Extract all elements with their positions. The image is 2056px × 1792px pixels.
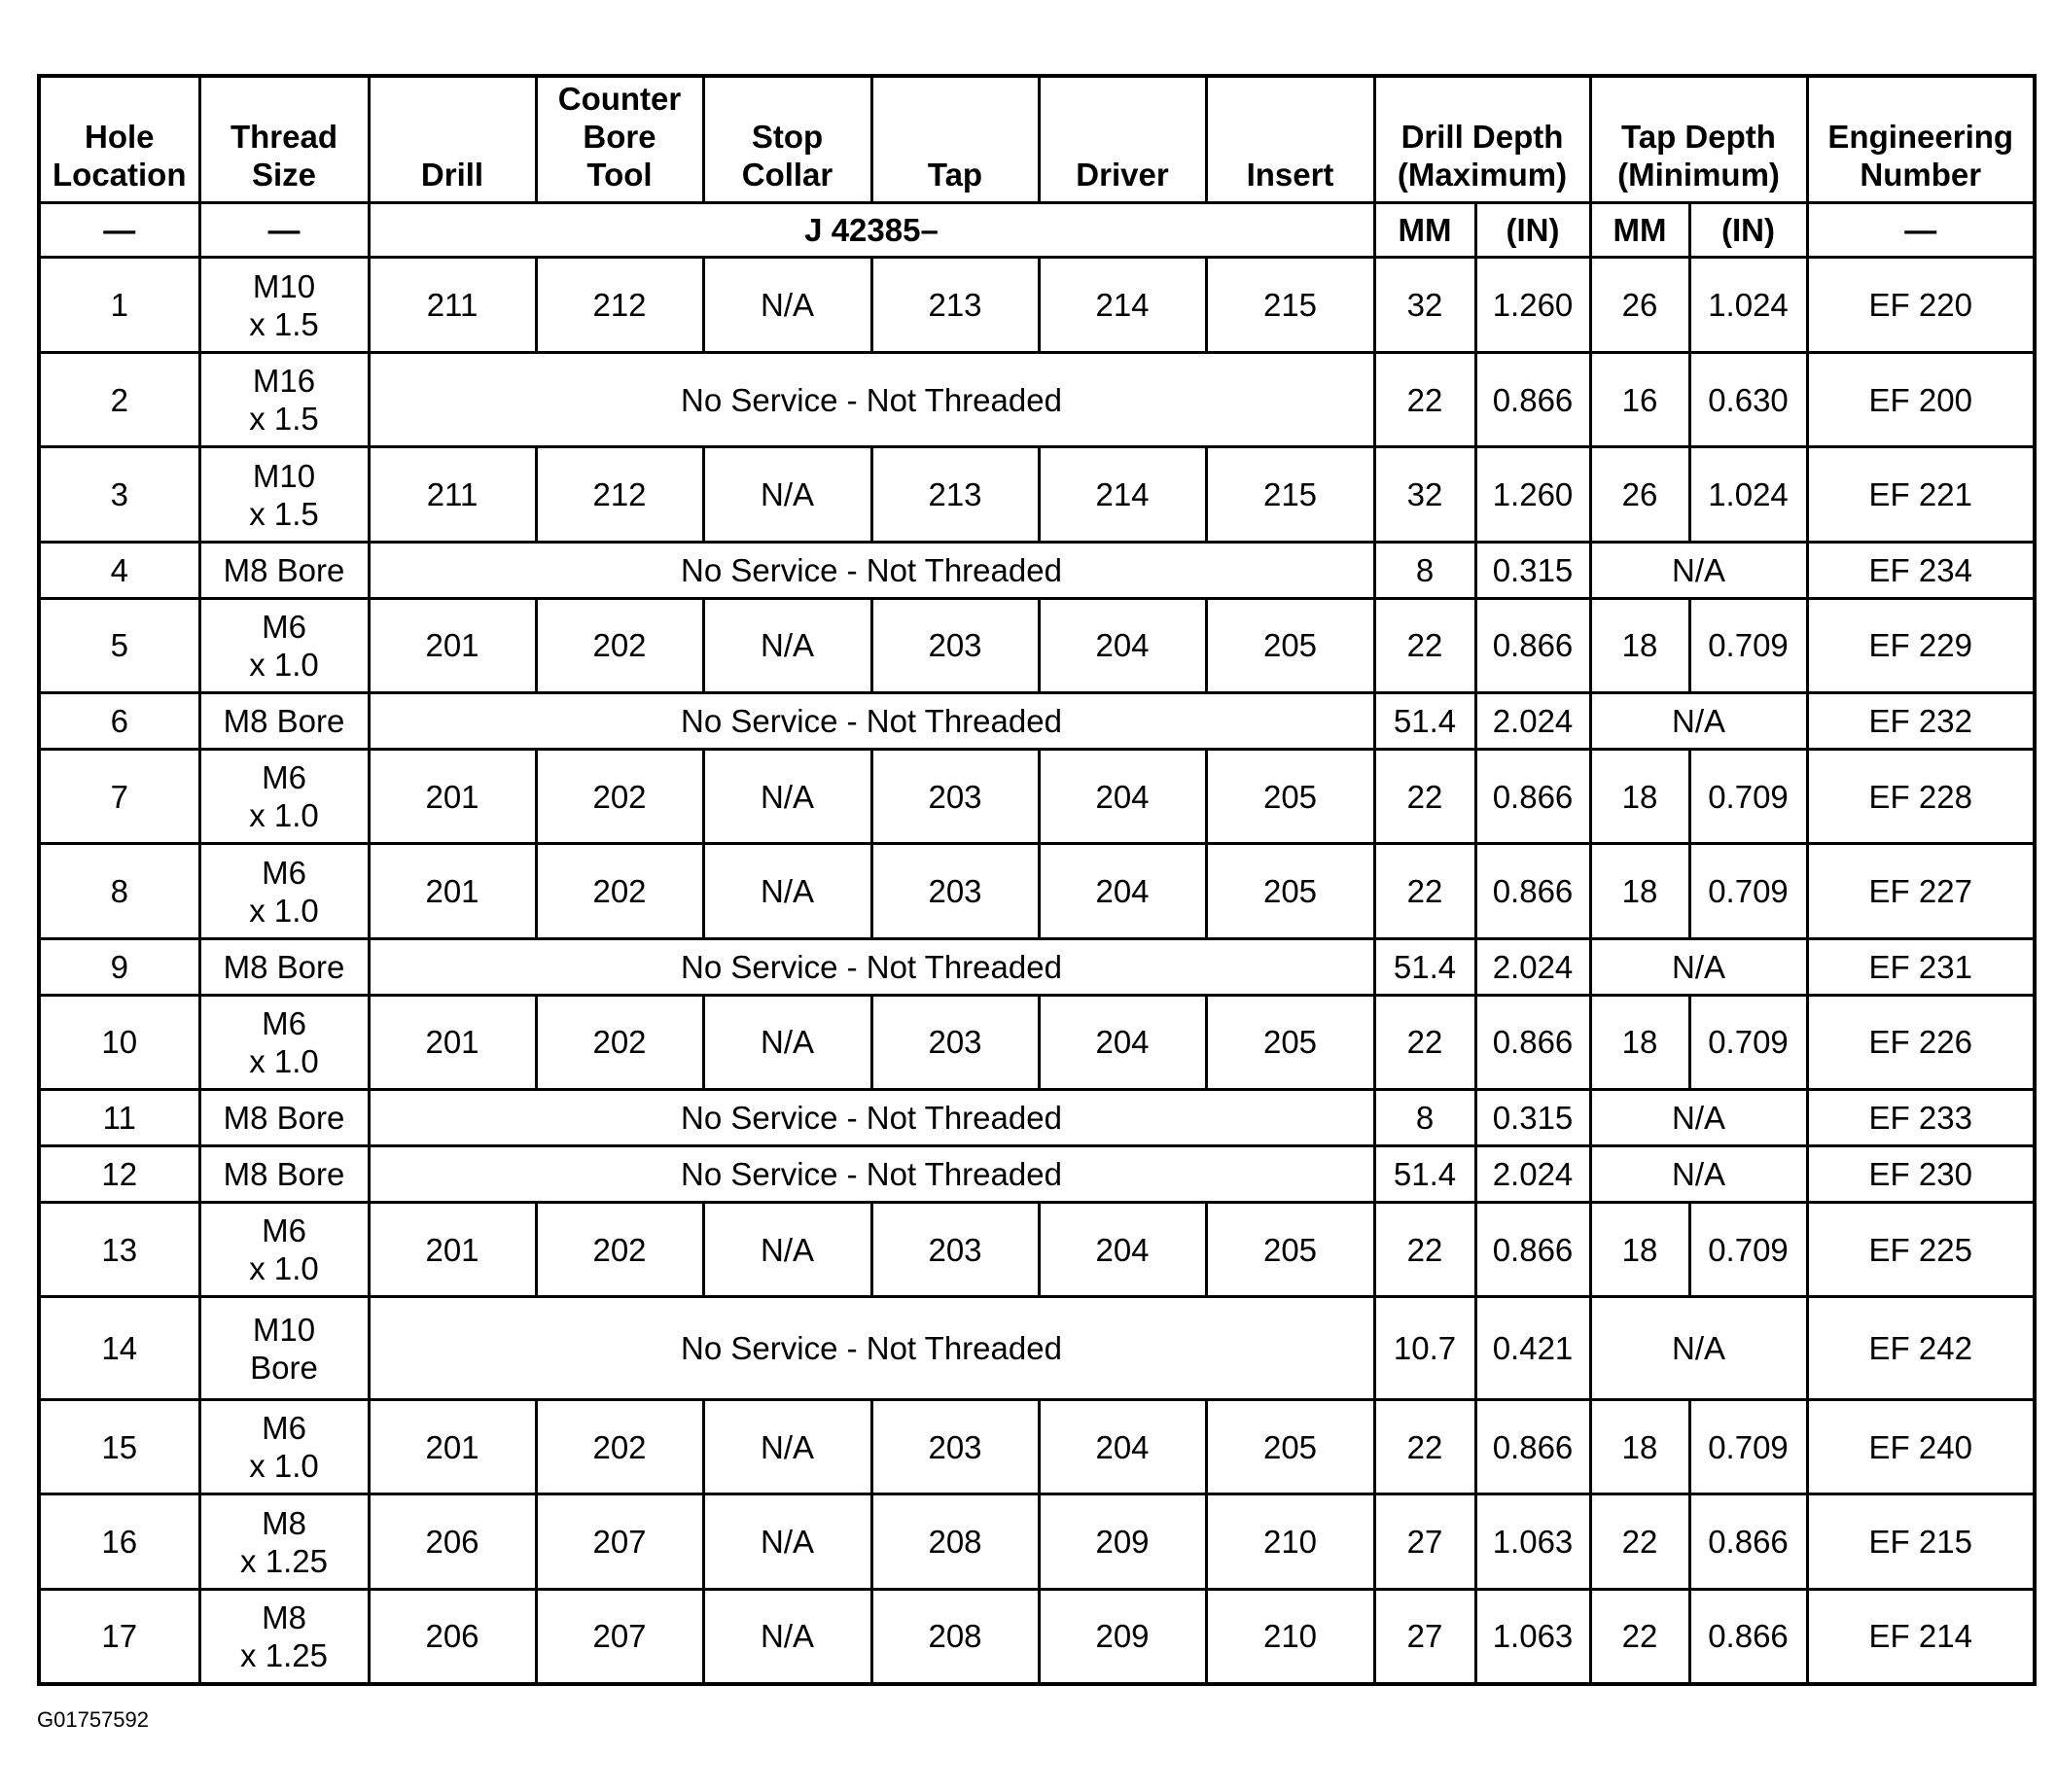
cell-drill: 211 [369,447,536,542]
cell-drill-depth-mm: 51.4 [1374,938,1475,995]
cell-thread-size: M8 Bore [199,693,369,750]
cell-engineering-number: EF 240 [1807,1399,2035,1493]
cell-tap-depth-mm: 18 [1590,598,1689,692]
col-counter-bore-tool: Counter Bore Tool [536,76,703,202]
cell-drill: 201 [369,1399,536,1493]
cell-driver: 209 [1039,1494,1206,1589]
cell-driver: 204 [1039,844,1206,938]
cell-hole-location: 4 [39,542,199,598]
cell-tap-depth-mm: 16 [1590,352,1689,446]
cell-no-service-note: No Service - Not Threaded [369,693,1374,750]
col-driver: Driver [1039,76,1206,202]
cell-drill: 201 [369,598,536,692]
col-tap: Tap [871,76,1039,202]
cell-counter-bore-tool: 212 [536,258,703,352]
cell-drill-depth-in: 0.866 [1475,749,1590,843]
cell-tap-depth-mm: 18 [1590,1202,1689,1296]
col-engineering-number: Engineering Number [1807,76,2035,202]
cell-drill-depth-in: 0.866 [1475,1202,1590,1296]
cell-tap-depth-mm: 18 [1590,844,1689,938]
cell-no-service-note: No Service - Not Threaded [369,1146,1374,1203]
sub-tool-prefix: J 42385– [369,202,1374,258]
cell-insert: 210 [1206,1589,1374,1684]
cell-insert: 205 [1206,995,1374,1089]
cell-drill: 206 [369,1494,536,1589]
cell-no-service-note: No Service - Not Threaded [369,352,1374,446]
cell-drill-depth-mm: 8 [1374,542,1475,598]
cell-drill-depth-mm: 10.7 [1374,1297,1475,1400]
cell-hole-location: 7 [39,749,199,843]
sub-eng: — [1807,202,2035,258]
cell-drill-depth-in: 1.260 [1475,447,1590,542]
cell-hole-location: 6 [39,693,199,750]
cell-stop-collar: N/A [703,1589,871,1684]
cell-thread-size: M10 x 1.5 [199,258,369,352]
cell-engineering-number: EF 234 [1807,542,2035,598]
cell-tap: 203 [871,598,1039,692]
cell-drill-depth-in: 0.866 [1475,844,1590,938]
cell-stop-collar: N/A [703,1399,871,1493]
table-row [39,352,2035,446]
cell-hole-location: 17 [39,1589,199,1684]
cell-insert: 205 [1206,1399,1374,1493]
cell-tap-depth-na: N/A [1590,938,1807,995]
cell-engineering-number: EF 214 [1807,1589,2035,1684]
table-row [39,995,2035,1089]
cell-counter-bore-tool: 202 [536,995,703,1089]
table-row [39,258,2035,352]
cell-counter-bore-tool: 207 [536,1494,703,1589]
cell-thread-size: M6 x 1.0 [199,1202,369,1296]
cell-drill-depth-mm: 27 [1374,1494,1475,1589]
cell-drill-depth-mm: 51.4 [1374,693,1475,750]
cell-tap-depth-mm: 18 [1590,749,1689,843]
cell-hole-location: 9 [39,938,199,995]
cell-tap-depth-mm: 18 [1590,1399,1689,1493]
cell-drill: 211 [369,258,536,352]
cell-tap-depth-na: N/A [1590,1146,1807,1203]
cell-engineering-number: EF 228 [1807,749,2035,843]
cell-counter-bore-tool: 202 [536,844,703,938]
cell-hole-location: 2 [39,352,199,446]
cell-thread-size: M8 Bore [199,938,369,995]
col-thread-size: Thread Size [199,76,369,202]
table-row [39,844,2035,938]
cell-engineering-number: EF 229 [1807,598,2035,692]
col-insert: Insert [1206,76,1374,202]
cell-thread-size: M6 x 1.0 [199,844,369,938]
cell-tap-depth-in: 0.866 [1689,1494,1807,1589]
cell-thread-size: M8 Bore [199,542,369,598]
cell-driver: 204 [1039,1202,1206,1296]
table-row [39,1297,2035,1400]
cell-tap-depth-mm: 26 [1590,258,1689,352]
cell-thread-size: M8 Bore [199,1146,369,1203]
col-hole-location: Hole Location [39,76,199,202]
cell-no-service-note: No Service - Not Threaded [369,1297,1374,1400]
cell-tap: 208 [871,1589,1039,1684]
cell-stop-collar: N/A [703,1494,871,1589]
cell-counter-bore-tool: 202 [536,1399,703,1493]
cell-tap-depth-in: 0.709 [1689,1399,1807,1493]
table-body [39,202,2035,1684]
cell-tap: 213 [871,447,1039,542]
cell-tap-depth-na: N/A [1590,1297,1807,1400]
cell-insert: 210 [1206,1494,1374,1589]
cell-engineering-number: EF 232 [1807,693,2035,750]
cell-no-service-note: No Service - Not Threaded [369,542,1374,598]
cell-tap-depth-in: 0.866 [1689,1589,1807,1684]
cell-thread-size: M8 x 1.25 [199,1589,369,1684]
cell-driver: 209 [1039,1589,1206,1684]
cell-driver: 214 [1039,258,1206,352]
table-row [39,1589,2035,1684]
cell-drill-depth-in: 0.866 [1475,995,1590,1089]
cell-engineering-number: EF 242 [1807,1297,2035,1400]
cell-engineering-number: EF 200 [1807,352,2035,446]
cell-drill-depth-mm: 32 [1374,258,1475,352]
sub-tap-in: (IN) [1689,202,1807,258]
cell-drill-depth-mm: 8 [1374,1090,1475,1146]
cell-insert: 205 [1206,1202,1374,1296]
cell-insert: 215 [1206,447,1374,542]
cell-drill: 201 [369,844,536,938]
cell-tap-depth-mm: 26 [1590,447,1689,542]
cell-tap-depth-na: N/A [1590,693,1807,750]
cell-tap-depth-in: 0.709 [1689,844,1807,938]
cell-tap: 203 [871,1202,1039,1296]
cell-thread-size: M6 x 1.0 [199,995,369,1089]
col-drill-depth: Drill Depth (Maximum) [1374,76,1590,202]
cell-drill-depth-in: 1.260 [1475,258,1590,352]
cell-hole-location: 16 [39,1494,199,1589]
cell-tap-depth-mm: 22 [1590,1589,1689,1684]
table-row [39,749,2035,843]
cell-stop-collar: N/A [703,844,871,938]
figure-id: G01757592 [37,1707,149,1732]
cell-hole-location: 3 [39,447,199,542]
cell-engineering-number: EF 225 [1807,1202,2035,1296]
table-row [39,447,2035,542]
table-row [39,542,2035,598]
cell-tap: 203 [871,749,1039,843]
cell-engineering-number: EF 233 [1807,1090,2035,1146]
cell-thread-size: M10 Bore [199,1297,369,1400]
cell-drill-depth-in: 2.024 [1475,693,1590,750]
cell-hole-location: 8 [39,844,199,938]
col-drill: Drill [369,76,536,202]
cell-drill-depth-mm: 22 [1374,749,1475,843]
cell-tap-depth-in: 0.630 [1689,352,1807,446]
cell-insert: 215 [1206,258,1374,352]
cell-counter-bore-tool: 202 [536,1202,703,1296]
cell-engineering-number: EF 226 [1807,995,2035,1089]
cell-tap-depth-in: 0.709 [1689,749,1807,843]
cell-insert: 205 [1206,749,1374,843]
sub-tap-mm: MM [1590,202,1689,258]
cell-stop-collar: N/A [703,447,871,542]
cell-hole-location: 12 [39,1146,199,1203]
cell-tap-depth-na: N/A [1590,542,1807,598]
cell-no-service-note: No Service - Not Threaded [369,1090,1374,1146]
cell-counter-bore-tool: 202 [536,749,703,843]
cell-drill-depth-in: 2.024 [1475,938,1590,995]
table-row [39,1494,2035,1589]
cell-tap-depth-mm: 18 [1590,995,1689,1089]
cell-tap-depth-in: 0.709 [1689,1202,1807,1296]
col-stop-collar: Stop Collar [703,76,871,202]
cell-tap-depth-in: 1.024 [1689,447,1807,542]
cell-tap: 203 [871,1399,1039,1493]
cell-hole-location: 15 [39,1399,199,1493]
subheader-row [39,202,2035,258]
table-row [39,1090,2035,1146]
cell-stop-collar: N/A [703,598,871,692]
cell-driver: 204 [1039,749,1206,843]
cell-no-service-note: No Service - Not Threaded [369,938,1374,995]
cell-drill: 201 [369,749,536,843]
header-row [39,76,2035,202]
cell-stop-collar: N/A [703,258,871,352]
cell-drill-depth-mm: 22 [1374,844,1475,938]
cell-drill-depth-in: 0.421 [1475,1297,1590,1400]
cell-drill-depth-in: 0.866 [1475,352,1590,446]
cell-tap-depth-in: 0.709 [1689,598,1807,692]
cell-hole-location: 10 [39,995,199,1089]
cell-hole-location: 1 [39,258,199,352]
cell-counter-bore-tool: 212 [536,447,703,542]
cell-engineering-number: EF 215 [1807,1494,2035,1589]
cell-drill: 201 [369,995,536,1089]
cell-insert: 205 [1206,844,1374,938]
cell-driver: 204 [1039,1399,1206,1493]
cell-tap: 203 [871,844,1039,938]
sub-thread: — [199,202,369,258]
sub-drill-mm: MM [1374,202,1475,258]
sub-drill-in: (IN) [1475,202,1590,258]
cell-engineering-number: EF 230 [1807,1146,2035,1203]
cell-thread-size: M10 x 1.5 [199,447,369,542]
cell-stop-collar: N/A [703,995,871,1089]
cell-tap: 203 [871,995,1039,1089]
col-tap-depth: Tap Depth (Minimum) [1590,76,1807,202]
cell-drill-depth-in: 0.315 [1475,542,1590,598]
cell-tap-depth-mm: 22 [1590,1494,1689,1589]
cell-insert: 205 [1206,598,1374,692]
cell-drill-depth-mm: 22 [1374,352,1475,446]
cell-tap: 213 [871,258,1039,352]
cell-thread-size: M6 x 1.0 [199,749,369,843]
table-row [39,938,2035,995]
cell-drill-depth-in: 1.063 [1475,1589,1590,1684]
cell-thread-size: M6 x 1.0 [199,1399,369,1493]
cell-hole-location: 13 [39,1202,199,1296]
cell-tap-depth-na: N/A [1590,1090,1807,1146]
table-row [39,1202,2035,1296]
cell-drill-depth-in: 0.866 [1475,1399,1590,1493]
cell-drill-depth-mm: 27 [1374,1589,1475,1684]
cell-counter-bore-tool: 202 [536,598,703,692]
cell-thread-size: M16 x 1.5 [199,352,369,446]
cell-driver: 214 [1039,447,1206,542]
cell-hole-location: 11 [39,1090,199,1146]
cell-drill-depth-mm: 22 [1374,598,1475,692]
cell-drill-depth-mm: 51.4 [1374,1146,1475,1203]
cell-driver: 204 [1039,995,1206,1089]
cell-hole-location: 5 [39,598,199,692]
cell-drill-depth-in: 1.063 [1475,1494,1590,1589]
cell-tap-depth-in: 1.024 [1689,258,1807,352]
cell-tap: 208 [871,1494,1039,1589]
cell-stop-collar: N/A [703,749,871,843]
cell-drill-depth-mm: 22 [1374,995,1475,1089]
cell-driver: 204 [1039,598,1206,692]
cell-engineering-number: EF 221 [1807,447,2035,542]
cell-thread-size: M8 Bore [199,1090,369,1146]
cell-counter-bore-tool: 207 [536,1589,703,1684]
table-row [39,1146,2035,1203]
cell-drill: 201 [369,1202,536,1296]
cell-drill-depth-mm: 22 [1374,1202,1475,1296]
cell-drill-depth-mm: 22 [1374,1399,1475,1493]
table-row [39,693,2035,750]
cell-drill-depth-in: 2.024 [1475,1146,1590,1203]
cell-thread-size: M8 x 1.25 [199,1494,369,1589]
hole-repair-spec-table [37,74,2037,1686]
cell-drill-depth-in: 0.866 [1475,598,1590,692]
table-row [39,1399,2035,1493]
cell-drill-depth-in: 0.315 [1475,1090,1590,1146]
cell-tap-depth-in: 0.709 [1689,995,1807,1089]
cell-drill-depth-mm: 32 [1374,447,1475,542]
cell-thread-size: M6 x 1.0 [199,598,369,692]
table-row [39,598,2035,692]
cell-hole-location: 14 [39,1297,199,1400]
sub-hole: — [39,202,199,258]
cell-engineering-number: EF 227 [1807,844,2035,938]
cell-engineering-number: EF 231 [1807,938,2035,995]
cell-stop-collar: N/A [703,1202,871,1296]
cell-drill: 206 [369,1589,536,1684]
cell-engineering-number: EF 220 [1807,258,2035,352]
